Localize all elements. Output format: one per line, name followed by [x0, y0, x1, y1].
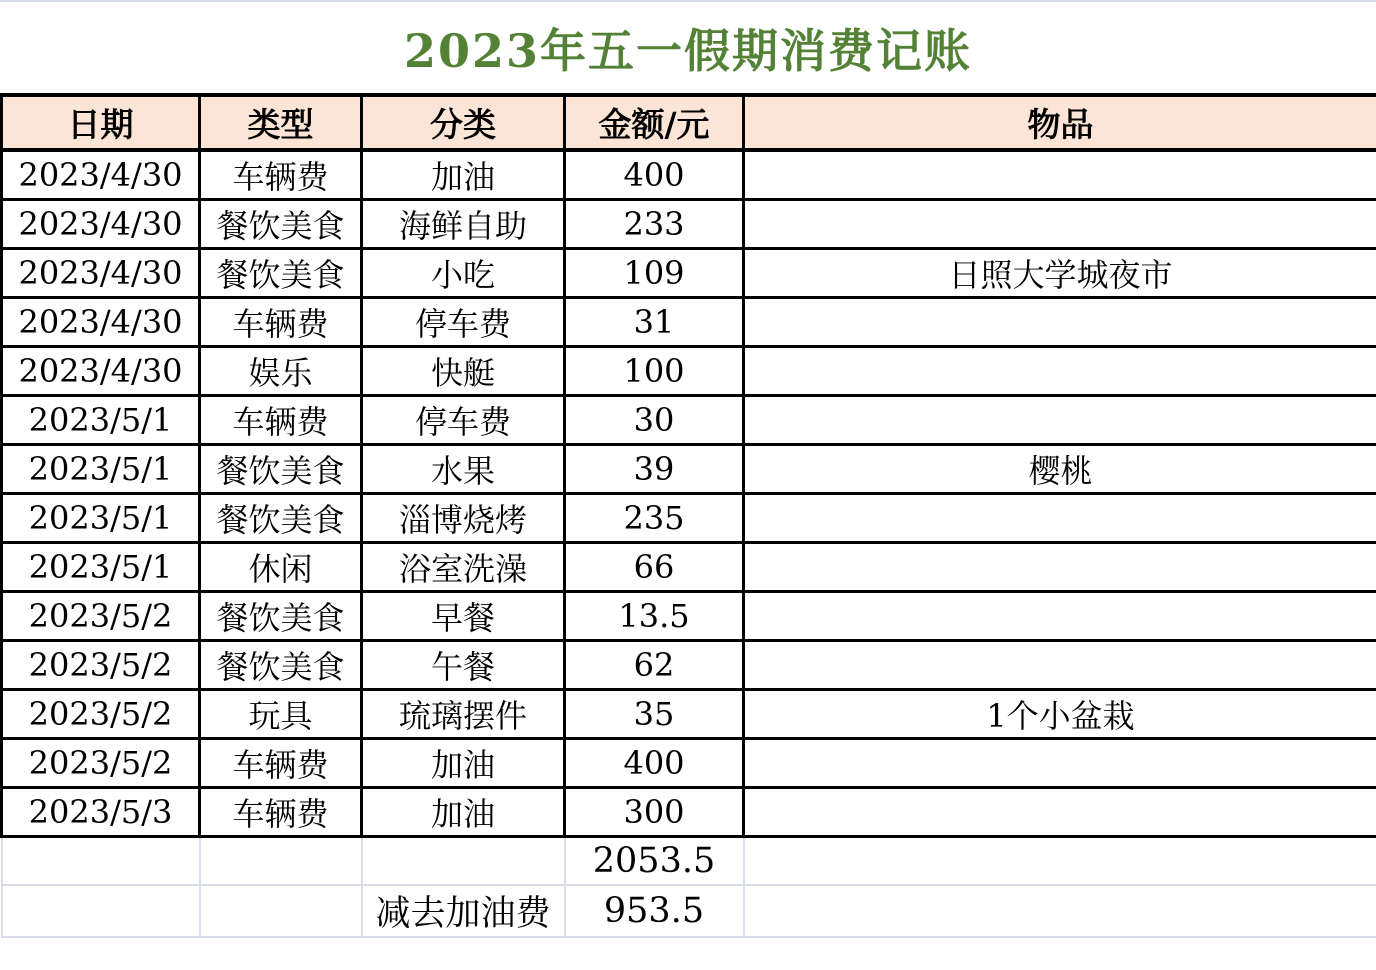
cell-type: 车辆费: [200, 298, 362, 347]
table-row: [2, 690, 1376, 739]
column-header-date: 日期: [2, 95, 200, 150]
cell-item: [744, 837, 1376, 885]
table-row: [2, 494, 1376, 543]
cell-type: 车辆费: [200, 150, 362, 200]
cell-type: 车辆费: [200, 788, 362, 837]
column-header-item: 物品: [744, 95, 1376, 150]
cell-item: [744, 543, 1376, 592]
cell-type: 餐饮美食: [200, 249, 362, 298]
cell-date: 2023/4/30: [2, 347, 200, 396]
expense-table: [0, 93, 1376, 938]
cell-date: 2023/5/2: [2, 641, 200, 690]
cell-category: 水果: [362, 445, 565, 494]
cell-date: 2023/5/1: [2, 543, 200, 592]
cell-type: 餐饮美食: [200, 641, 362, 690]
cell-item: [744, 347, 1376, 396]
cell-item: [744, 150, 1376, 200]
cell-type: 餐饮美食: [200, 445, 362, 494]
cell-amount: 66: [565, 543, 744, 592]
cell-category: 海鲜自助: [362, 200, 565, 249]
cell-amount: 235: [565, 494, 744, 543]
table-row: [2, 200, 1376, 249]
cell-item: 日照大学城夜市: [744, 249, 1376, 298]
cell-date: 2023/5/1: [2, 494, 200, 543]
cell-date: 2023/5/3: [2, 788, 200, 837]
cell-type: 餐饮美食: [200, 494, 362, 543]
cell-item: [744, 494, 1376, 543]
cell-type: 餐饮美食: [200, 200, 362, 249]
cell-amount: 31: [565, 298, 744, 347]
cell-date: 2023/4/30: [2, 150, 200, 200]
cell-amount: 2053.5: [565, 837, 744, 885]
cell-date: 2023/4/30: [2, 249, 200, 298]
cell-category: 加油: [362, 739, 565, 788]
cell-category: [362, 837, 565, 885]
summary-row: [2, 837, 1376, 885]
cell-type: 餐饮美食: [200, 592, 362, 641]
table-header: [2, 95, 1376, 150]
cell-amount: 35: [565, 690, 744, 739]
cell-date: 2023/5/1: [2, 445, 200, 494]
header-row: [2, 95, 1376, 150]
cell-item: [744, 788, 1376, 837]
cell-amount: 400: [565, 739, 744, 788]
cell-category: 停车费: [362, 298, 565, 347]
table-row: [2, 298, 1376, 347]
table-row: [2, 445, 1376, 494]
cell-date: 2023/5/1: [2, 396, 200, 445]
cell-amount: 13.5: [565, 592, 744, 641]
cell-type: 休闲: [200, 543, 362, 592]
column-header-type: 类型: [200, 95, 362, 150]
cell-category: 淄博烧烤: [362, 494, 565, 543]
cell-date: 2023/5/2: [2, 690, 200, 739]
cell-item: 1个小盆栽: [744, 690, 1376, 739]
cell-item: [744, 592, 1376, 641]
table-row: [2, 739, 1376, 788]
cell-item: [744, 298, 1376, 347]
cell-category: 午餐: [362, 641, 565, 690]
cell-date: [2, 885, 200, 937]
cell-category: 琉璃摆件: [362, 690, 565, 739]
cell-category: 减去加油费: [362, 885, 565, 937]
cell-item: [744, 885, 1376, 937]
page-title: 2023年五一假期消费记账: [403, 23, 973, 78]
table-row: [2, 249, 1376, 298]
cell-amount: 100: [565, 347, 744, 396]
title-bar: [0, 2, 1376, 93]
cell-category: 早餐: [362, 592, 565, 641]
table-row: [2, 347, 1376, 396]
cell-category: 小吃: [362, 249, 565, 298]
table-row: [2, 788, 1376, 837]
cell-date: 2023/5/2: [2, 592, 200, 641]
cell-amount: 400: [565, 150, 744, 200]
cell-amount: 233: [565, 200, 744, 249]
cell-amount: 62: [565, 641, 744, 690]
cell-item: [744, 739, 1376, 788]
cell-type: 玩具: [200, 690, 362, 739]
cell-amount: 953.5: [565, 885, 744, 937]
cell-amount: 109: [565, 249, 744, 298]
column-header-amount: 金额/元: [565, 95, 744, 150]
cell-amount: 30: [565, 396, 744, 445]
cell-item: [744, 200, 1376, 249]
cell-item: [744, 641, 1376, 690]
cell-category: 加油: [362, 150, 565, 200]
cell-type: 车辆费: [200, 739, 362, 788]
cell-type: [200, 885, 362, 937]
table-row: [2, 641, 1376, 690]
cell-item: [744, 396, 1376, 445]
cell-category: 加油: [362, 788, 565, 837]
table-body: [2, 150, 1376, 937]
cell-type: [200, 837, 362, 885]
cell-date: 2023/4/30: [2, 200, 200, 249]
cell-amount: 39: [565, 445, 744, 494]
table-row: [2, 592, 1376, 641]
table-row: [2, 150, 1376, 200]
cell-date: [2, 837, 200, 885]
summary-row: [2, 885, 1376, 937]
cell-type: 娱乐: [200, 347, 362, 396]
cell-date: 2023/5/2: [2, 739, 200, 788]
column-header-category: 分类: [362, 95, 565, 150]
table-row: [2, 543, 1376, 592]
cell-category: 停车费: [362, 396, 565, 445]
cell-amount: 300: [565, 788, 744, 837]
cell-date: 2023/4/30: [2, 298, 200, 347]
cell-type: 车辆费: [200, 396, 362, 445]
cell-category: 浴室洗澡: [362, 543, 565, 592]
table-row: [2, 396, 1376, 445]
cell-category: 快艇: [362, 347, 565, 396]
cell-item: 樱桃: [744, 445, 1376, 494]
